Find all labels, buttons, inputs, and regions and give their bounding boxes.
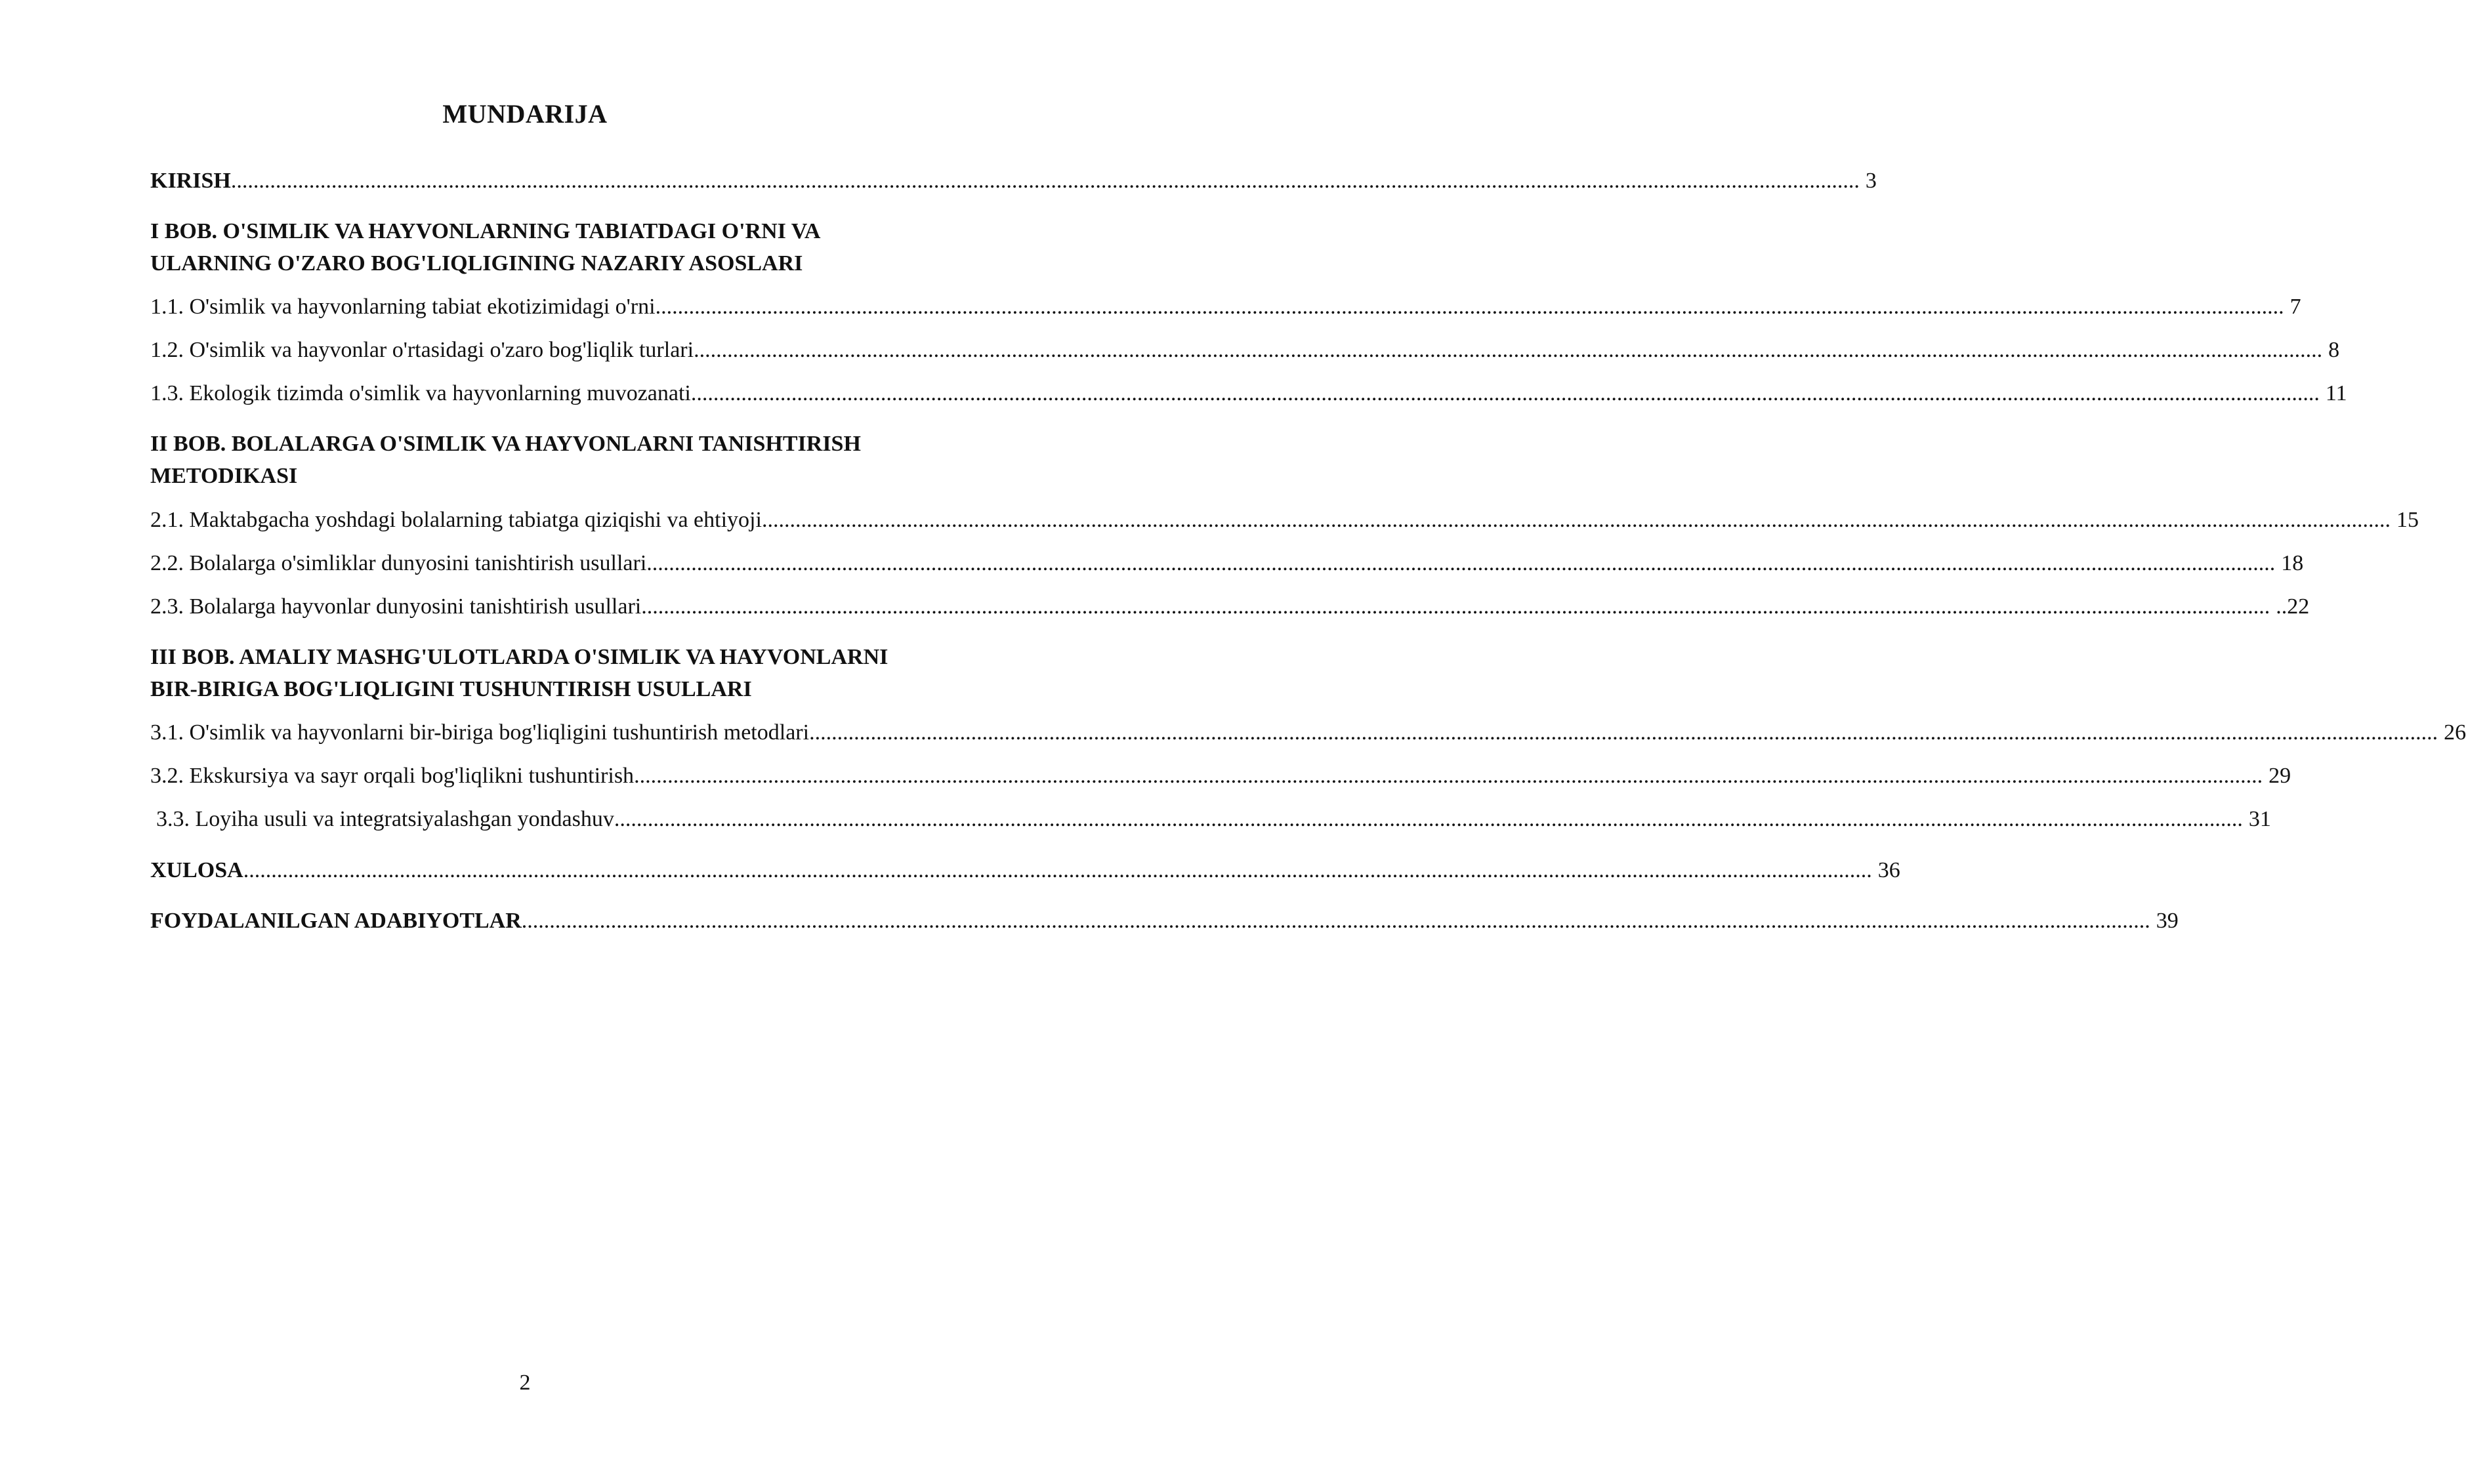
toc-entry-label: FOYDALANILGAN ADABIYOTLAR (150, 909, 522, 933)
toc-entry-label: KIRISH (150, 169, 231, 193)
toc-entry-references[interactable] (150, 908, 2179, 935)
dot-leader: .................................................................................................................................................................................................................................................................................................... (614, 807, 2243, 831)
page-title: MUNDARIJA (442, 99, 608, 129)
toc-page-number: 7 (2289, 295, 2301, 319)
chapter-heading-line: I BOB. O'SIMLIK VA HAYVONLARNING TABIATDAGI O'RNI VA (150, 219, 821, 243)
dot-leader: .................................................................................................................................................................................................................................................................................................... (243, 858, 1872, 882)
chapter-heading-3[interactable] (150, 641, 997, 705)
toc-entry-label: 1.3. Ekologik tizimda o'simlik va hayvonlarning muvozanati (150, 381, 691, 405)
toc-page-number: 26 (2444, 720, 2466, 745)
dot-leader: .................................................................................................................................................................................................................................................................................................... (646, 551, 2276, 575)
toc-page-number: 29 (2268, 764, 2291, 788)
toc-entry-1-1[interactable] (150, 294, 2301, 321)
toc-page-number: 3 (1865, 169, 1877, 193)
chapter-heading-line: METODIKASI (150, 464, 298, 488)
toc-entry-intro[interactable] (150, 168, 1877, 195)
toc-page-number: 36 (1877, 858, 1900, 882)
toc-entry-3-2[interactable] (150, 763, 2291, 790)
toc-entry-label: 2.2. Bolalarga o'simliklar dunyosini tanishtirish usullari (150, 551, 647, 575)
toc-entry-label: 2.3. Bolalarga hayvonlar dunyosini tanishtirish usullari (150, 594, 642, 619)
chapter-heading-line: BIR-BIRIGA BOG'LIQLIGINI TUSHUNTIRISH USULLARI (150, 677, 752, 701)
toc-page-number: 11 (2325, 381, 2347, 405)
toc-entry-conclusion[interactable] (150, 857, 1900, 884)
toc-entry-label: XULOSA (150, 858, 243, 882)
chapter-heading-2[interactable] (150, 428, 997, 492)
toc-entry-3-3[interactable] (156, 806, 2271, 833)
toc-entry-label: 1.2. O'simlik va hayvonlar o'rtasidagi o'zaro bog'liqlik turlari (150, 338, 694, 362)
toc-entry-1-3[interactable] (150, 381, 2347, 407)
toc-page-number: ..22 (2276, 594, 2310, 619)
page-number: 2 (519, 1371, 531, 1395)
toc-entry-3-1[interactable] (150, 720, 2466, 747)
toc-entry-2-3[interactable] (150, 594, 2310, 621)
chapter-heading-line: III BOB. AMALIY MASHG'ULOTLARDA O'SIMLIK VA HAYVONLARNI (150, 645, 888, 669)
chapter-heading-line: ULARNING O'ZARO BOG'LIQLIGINING NAZARIY ASOSLARI (150, 251, 803, 276)
toc-entry-1-2[interactable] (150, 337, 2340, 364)
toc-entry-2-2[interactable] (150, 550, 2304, 577)
toc-entry-label: 3.3. Loyiha usuli va integratsiyalashgan yondashuv (156, 807, 614, 831)
dot-leader: .................................................................................................................................................................................................................................................................................................... (655, 295, 2284, 319)
dot-leader: .................................................................................................................................................................................................................................................................................................... (761, 508, 2391, 532)
dot-leader: .................................................................................................................................................................................................................................................................................................... (230, 169, 1860, 193)
toc-entry-2-1[interactable] (150, 507, 2419, 534)
toc-entry-label: 3.2. Ekskursiya va sayr orqali bog'liqlikni tushuntirish (150, 764, 635, 788)
dot-leader: .................................................................................................................................................................................................................................................................................................... (634, 764, 2263, 788)
toc-entry-label: 3.1. O'simlik va hayvonlarni bir-biriga bog'liqligini tushuntirish metodlari (150, 720, 810, 745)
toc-page-number: 15 (2396, 508, 2419, 532)
toc-page-number: 18 (2281, 551, 2304, 575)
toc-page-number: 39 (2156, 909, 2179, 933)
toc-entry-label: 2.1. Maktabgacha yoshdagi bolalarning tabiatga qiziqishi va ehtiyoji (150, 508, 762, 532)
toc-page-number: 8 (2328, 338, 2340, 362)
dot-leader: .................................................................................................................................................................................................................................................................................................... (521, 909, 2150, 933)
dot-leader: .................................................................................................................................................................................................................................................................................................... (809, 720, 2438, 745)
toc-entry-label: 1.1. O'simlik va hayvonlarning tabiat ekotizimidagi o'rni (150, 295, 656, 319)
chapter-heading-1[interactable] (150, 215, 997, 279)
dot-leader: .................................................................................................................................................................................................................................................................................................... (690, 381, 2320, 405)
chapter-heading-line: II BOB. BOLALARGA O'SIMLIK VA HAYVONLARNI TANISHTIRISH (150, 432, 861, 456)
dot-leader: .................................................................................................................................................................................................................................................................................................... (641, 594, 2270, 619)
toc-page-number: 31 (2248, 807, 2271, 831)
dot-leader: .................................................................................................................................................................................................................................................................................................... (694, 338, 2323, 362)
